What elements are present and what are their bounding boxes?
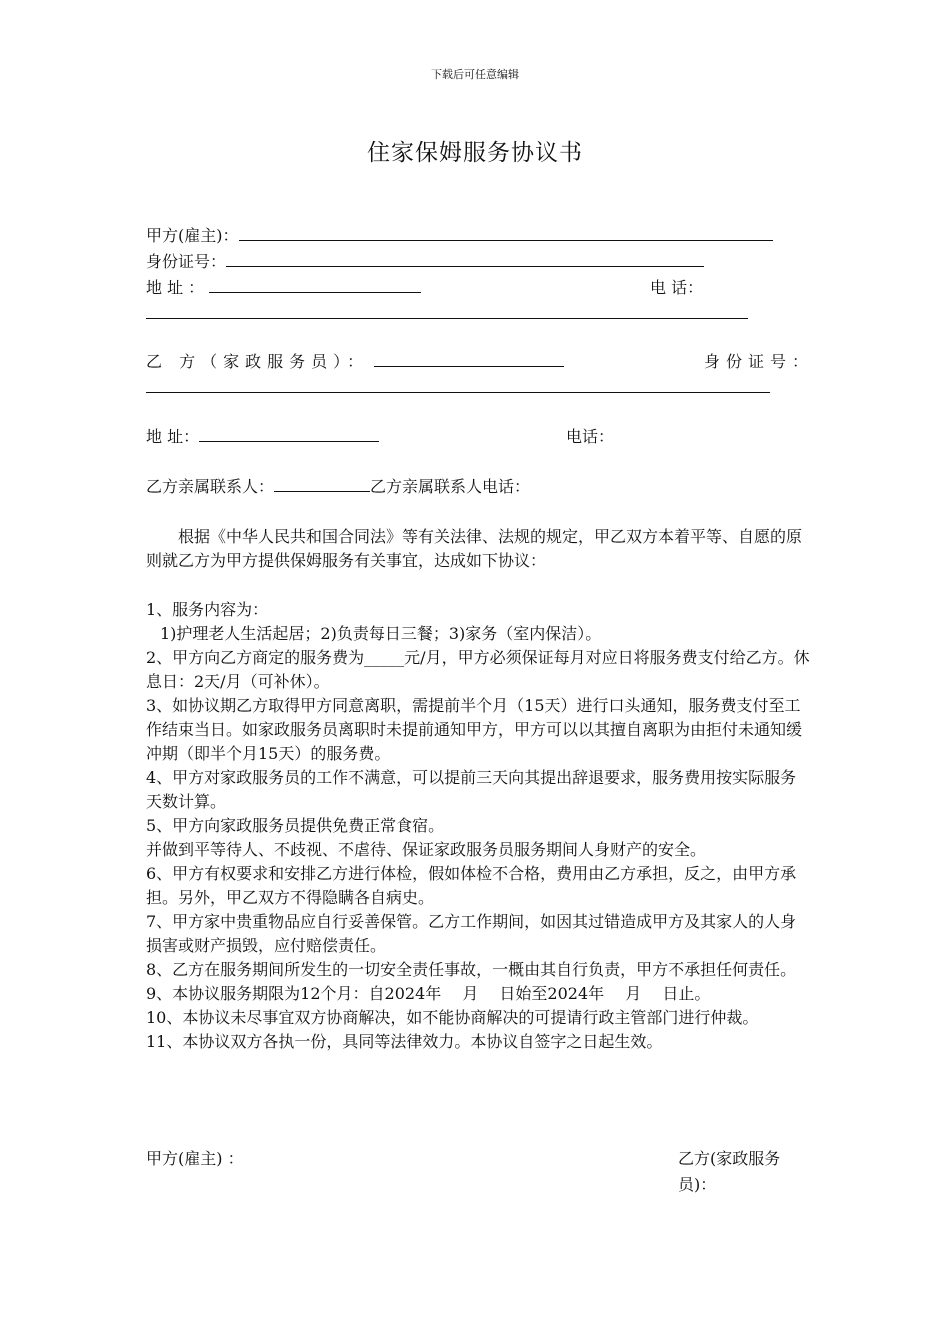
party-b-relative-phone-label: 乙方亲属联系人电话： [370,477,531,496]
header-note: 下载后可任意编辑 [431,68,519,81]
party-a-address-label: 地 址 ： [146,278,205,297]
party-b-relative-blank[interactable] [274,477,370,492]
party-a-id-line [146,252,704,272]
clause-item: 4、甲方对家政服务员的工作不满意，可以提前三天向其提出辞退要求，服务费用按实际服务天数计算。 [146,768,797,811]
clause-item: 5、甲方向家政服务员提供免费正常食宿。 [146,816,445,835]
party-a-id-label: 身份证号： [146,252,227,271]
clause-item: 9、本协议服务期限为12个月：自2024年 月 日始至2024年 月 日止。 [146,984,711,1003]
party-a-address-blank[interactable] [209,278,421,293]
party-a-name-blank[interactable] [239,226,773,241]
party-a-phone-label: 电 话： [650,278,704,297]
clause-item: 10、本协议未尽事宜双方协商解决，如不能协商解决的可提请行政主管部门进行仲裁。 [146,1008,759,1027]
party-a-signature-label: 甲方(雇主) ： [146,1149,244,1168]
party-a-line [146,226,773,246]
party-a-phone-blank[interactable] [146,318,748,319]
clause-item: 3、如协议期乙方取得甲方同意离职，需提前半个月（15天）进行口头通知，服务费支付至工作结束当日。如家政服务员离职时未提前通知甲方，甲方可以以其擅自离职为由拒付未通知缓冲期（即半个月15天）的服务费。 [146,696,803,763]
party-b-phone-line [566,427,614,447]
clause-item: 7、甲方家中贵重物品应自行妥善保管。乙方工作期间，如因其过错造成甲方及其家人的人身损害或财产损毁，应付赔偿责任。 [146,912,797,955]
party-b-id-label: 身份证号： [703,352,814,371]
party-b-relative-line [146,477,530,497]
clause-item: 1、服务内容为： [146,600,269,619]
party-a-label: 甲方(雇主)： [146,226,239,245]
party-b-address-label: 地 址： [146,427,200,446]
clause-item: 8、乙方在服务期间所发生的一切安全责任事故，一概由其自行负责，甲方不承担任何责任。 [146,960,797,979]
clause-list [146,598,812,1054]
intro-text: 根据《中华人民共和国合同法》等有关法律、法规的规定，甲乙双方本着平等、自愿的原则就乙方为甲方提供保姆服务有关事宜，达成如下协议： [146,527,803,570]
party-b-signature-text: 乙方(家政服务员)： [678,1149,781,1194]
party-b-phone-label: 电话： [566,427,615,446]
clause-item: 2、甲方向乙方商定的服务费为_____元/月，甲方必须保证每月对应日将服务费支付给乙方。休息日：2天/月（可补休）。 [146,648,810,691]
party-b-name-blank[interactable] [374,352,564,367]
clause-item: 并做到平等待人、不歧视、不虐待、保证家政服务员服务期间人身财产的安全。 [146,840,707,859]
clause-item: 1)护理老人生活起居；2)负责每日三餐；3)家务（室内保洁）。 [160,624,602,643]
party-b-relative-label: 乙方亲属联系人： [146,477,275,496]
clause-item: 6、甲方有权要求和安排乙方进行体检，假如体检不合格，费用由乙方承担，反之，由甲方承担。另外，甲乙双方不得隐瞒各自病史。 [146,864,797,907]
clause-item: 11、本协议双方各执一份，具同等法律效力。本协议自签字之日起生效。 [146,1032,663,1051]
party-a-address-line [146,278,814,298]
party-a-id-blank[interactable] [226,252,704,267]
party-b-id-blank[interactable] [146,392,770,393]
party-b-line [146,352,814,372]
signature-block [146,1146,812,1172]
party-b-address-blank[interactable] [199,427,379,442]
party-b-label: 乙 方（家政服务员）： [146,352,370,371]
party-b-address-line [146,427,379,447]
page-title: 住家保姆服务协议书 [367,140,583,166]
intro-paragraph [146,525,812,573]
